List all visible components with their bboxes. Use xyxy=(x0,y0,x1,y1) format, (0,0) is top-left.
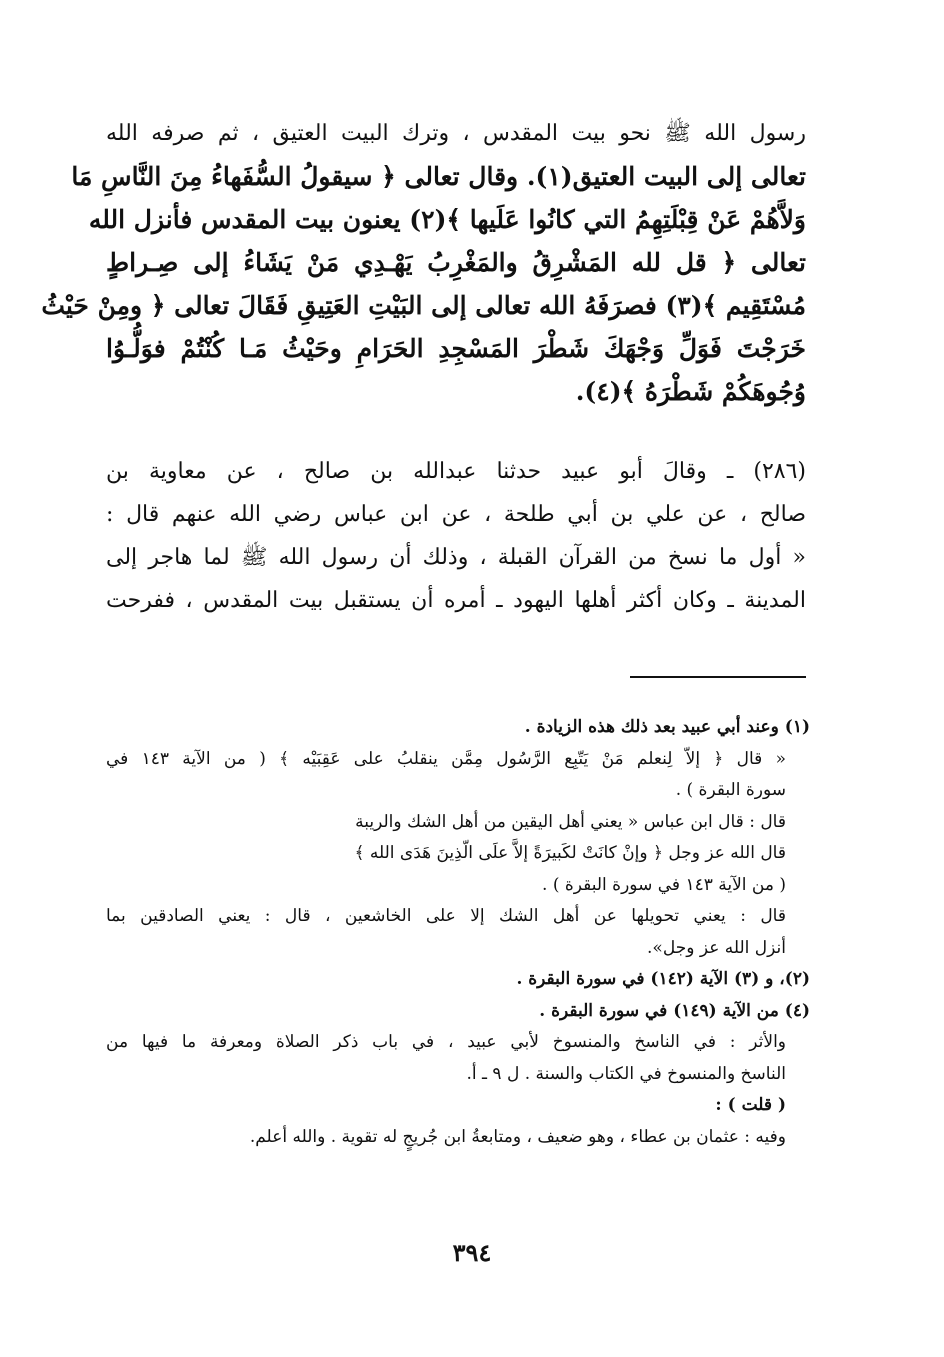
main-line-5: مُسْتَقِيم ﴾(٣) فصرَفَهُ الله تعالى إلى البَيْتِ العَتِيقِ فَقَالَ تعالى ﴿ ومِنْ حَيْثُ xyxy=(41,291,806,320)
footnote-1-line-7: قال : يعني تحويلها عن أهل الشك إلا على الخاشعين ، قال : يعني الصادقين بما xyxy=(106,906,786,926)
footnote-1-line-4: قال : قال ابن عباس « يعني أهل اليقين من أهل الشك والريبة xyxy=(355,811,786,832)
para2-line-3: « أول ما نسخ من القرآن القبلة ، وذلك أن رسول الله ﷺ لما هاجر إلى xyxy=(106,545,806,570)
footnote-1-line-5: قال الله عز وجل ﴿ وإنْ كانَتْ لكَبيرَةً إلاَّ علَى الّذِينَ هَدَى الله ﴾ xyxy=(354,843,786,863)
footnote-1-line-8: أنزل الله عز وجل». xyxy=(647,937,786,958)
main-line-6: خَرَجْتَ فَوَلِّ وَجْهَكَ شَطْرَ المَسْجِدِ الحَرَامِ وحَيْثُ مَـا كُنْتُمْ فوَلُّـوُا xyxy=(106,334,806,363)
main-line-7: وُجُوهَكُمْ شَطْرَهُ ﴾(٤). xyxy=(575,377,806,406)
footnote-1-line-2: « قال ﴿ إلاّ لِنعلم مَنْ يَتّبِع الرَّسُول مِمَّن ينقلبُ على عَقِبَيْه ﴾ ( من الآية ١٤٣ في xyxy=(106,748,786,769)
main-line-1: رسول الله ﷺ نحو بيت المقدس ، وترك البيت العتيق ، ثم صرفه الله xyxy=(106,121,806,146)
main-line-2: تعالى إلى البيت العتيق(١). وقال تعالى ﴿ سيقولُ السُّفَهاءُ مِنَ النَّاسِ مَا xyxy=(71,162,806,191)
footnote-4-line-2: والأثر : في الناسخ والمنسوخ لأبي عبيد ، في باب ذكر الصلاة ومعرفة ما فيها من xyxy=(106,1032,786,1052)
footnote-1: (١) وعند أبي عبيد بعد ذلك هذه الزيادة . xyxy=(524,717,810,737)
footnote-separator xyxy=(630,676,806,678)
footnote-4-line-4: ( قلت ) : xyxy=(715,1095,786,1115)
main-paragraph xyxy=(41,112,806,413)
footnote-4: (٤) من الآية (١٤٩) في سورة البقرة . xyxy=(539,1000,810,1021)
para2-line-4: المدينة ـ وكان أكثر أهلها اليهود ـ أمره أن يستقبل بيت المقدس ، ففرحت xyxy=(106,588,806,613)
hadith-paragraph xyxy=(106,450,806,622)
para2-line-2: صالح ، عن علي بن أبي طلحة ، عن ابن عباس رضي الله عنهم قال : xyxy=(106,502,806,527)
main-line-3: وَلاَّهُمْ عَنْ قِبْلَتِهِمُ التي كانُوا عَلَيها ﴾(٢) يعنون بيت المقدس فأنزل الله xyxy=(88,205,806,234)
footnote-1-line-3: سورة البقرة ) . xyxy=(675,780,786,800)
para2-line-1: (٢٨٦) ـ وقالَ أبو عبيد حدثنا عبدالله بن صالح ، عن معاوية بن xyxy=(106,459,806,484)
main-line-4: تعالى ﴿ قل لله المَشْرِقُ والمَغْرِبُ يَهْـدِي مَنْ يَشَاءُ إلى صِـراطٍ xyxy=(106,248,806,277)
footnotes-section xyxy=(106,712,810,1153)
footnote-4-line-3: الناسخ والمنسوخ في الكتاب والسنة . ل ٩ ـ أ. xyxy=(466,1063,786,1084)
footnote-4-line-5: وفيه : عثمان بن عطاء ، وهو ضعيف ، ومتابعةُ ابن جُريجٍ له تقوية . والله أعلم. xyxy=(249,1126,786,1147)
footnote-1-line-6: ( من الآية ١٤٣ في سورة البقرة ) . xyxy=(542,874,786,895)
page-number: ٣٩٤ xyxy=(452,1238,492,1267)
footnote-2-3: (٢)، و (٣) الآية (١٤٢) في سورة البقرة . xyxy=(516,969,810,989)
